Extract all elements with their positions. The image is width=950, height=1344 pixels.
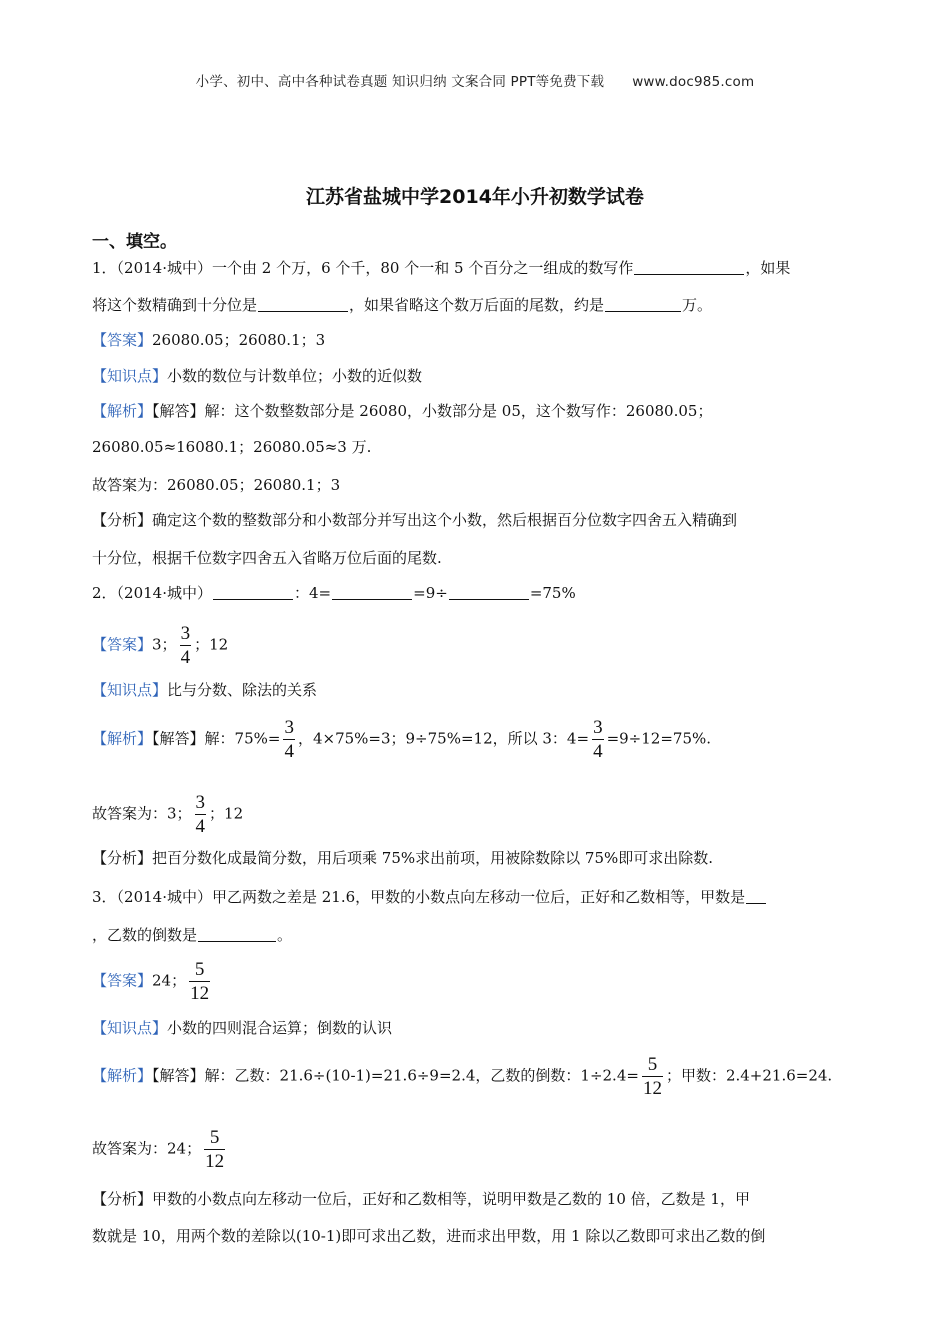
q1-text: 1．（2014·城中）一个由 2 个万，6 个千，80 个一和 5 个百分之一组成的数写作: [92, 259, 634, 277]
solution-text: ，4×75%=3；9÷75%=12，所以 3：4=: [297, 729, 590, 748]
q3-text: 。: [277, 926, 293, 944]
q1-text: ，如果: [745, 259, 791, 277]
solve-tag: 【解答】: [152, 402, 205, 420]
answer-text: 3；: [152, 635, 177, 654]
q3-line-1: [92, 887, 767, 907]
solution-text: ；甲数：2.4+21.6=24.: [665, 1066, 833, 1085]
q3-text: 3．（2014·城中）甲乙两数之差是 21.6，甲数的小数点向左移动一位后，正好和乙数相等，甲数是: [92, 888, 746, 906]
q2-final: [92, 793, 243, 836]
fraction-3-4: [180, 624, 192, 667]
fraction-5-12: [204, 1128, 225, 1171]
answer-tag: 【答案】: [92, 331, 153, 349]
solve-tag: 【解答】: [152, 729, 205, 748]
q3-final: [92, 1128, 228, 1171]
knowledge-tag: 【知识点】: [92, 681, 168, 699]
q1-line-2: [92, 295, 712, 315]
answer-blank: [332, 584, 412, 600]
q1-text: 万。: [682, 296, 713, 314]
frac-denominator: 12: [190, 983, 210, 1004]
knowledge-tag: 【知识点】: [92, 367, 168, 385]
answer-blank: [213, 584, 293, 600]
q3-answer: [92, 960, 213, 1003]
frac-denominator: 12: [205, 1151, 225, 1172]
q1-final: 故答案为：26080.05；26080.1；3: [92, 476, 341, 494]
frac-denominator: 4: [180, 647, 191, 668]
solve-tag: 【解答】: [152, 1066, 205, 1085]
q1-text: 将这个数精确到十分位是: [92, 296, 258, 314]
q2-fenxi: [92, 848, 713, 868]
header-text: 小学、初中、高中各种试卷真题 知识归纳 文案合同 PPT等免费下载: [195, 74, 605, 90]
fenxi-tag: 【分析】: [92, 849, 153, 867]
fenxi-text: 确定这个数的整数部分和小数部分并写出这个小数，然后根据百分位数字四舍五入精确到: [152, 511, 738, 529]
fraction-5-12: [189, 960, 210, 1003]
answer-blank: [746, 888, 766, 904]
final-text: 故答案为：3；: [92, 804, 192, 823]
q1-fenxi-line-2: 十分位，根据千位数字四舍五入省略万位后面的尾数.: [92, 549, 442, 567]
frac-numerator: 3: [180, 623, 191, 644]
q3-fenxi-line-2: 数就是 10，用两个数的差除以(10-1)即可求出乙数，进而求出甲数，用 1 除以乙数即可求出乙数的倒: [92, 1227, 766, 1245]
q1-fenxi-line-1: [92, 510, 737, 530]
frac-numerator: 5: [642, 1055, 663, 1077]
answer-blank: [634, 259, 744, 275]
q2-answer: [92, 624, 228, 667]
q3-text: ，乙数的倒数是: [92, 926, 198, 944]
fenxi-tag: 【分析】: [92, 1190, 153, 1208]
q1-solution-line-2: 26080.05≈16080.1；26080.05≈3 万.: [92, 438, 372, 456]
frac-denominator: 4: [195, 816, 206, 837]
fraction-5-12: [642, 1055, 663, 1098]
answer-tag: 【答案】: [92, 971, 153, 990]
answer-blank: [605, 296, 681, 312]
analysis-tag: 【解析】: [92, 1066, 153, 1085]
analysis-tag: 【解析】: [92, 402, 153, 420]
final-text: ；12: [209, 804, 244, 823]
q1-solution-line-1: [92, 401, 712, 421]
q3-knowledge: [92, 1018, 392, 1038]
q1-line-1: [92, 258, 790, 278]
q2-knowledge: [92, 680, 317, 700]
frac-denominator: 4: [593, 741, 603, 762]
fenxi-text: 甲数的小数点向左移动一位后，正好和乙数相等，说明甲数是乙数的 10 倍，乙数是 1，甲: [152, 1190, 750, 1208]
answer-blank: [449, 584, 529, 600]
frac-numerator: 3: [195, 792, 206, 813]
frac-denominator: 4: [284, 741, 294, 762]
answer-blank: [258, 296, 348, 312]
section-heading: 一、填空。: [92, 232, 177, 252]
solution-text: 解：乙数：21.6÷(10-1)=21.6÷9=2.4，乙数的倒数：1÷2.4=: [204, 1066, 639, 1085]
q2-text: ：4=: [294, 584, 332, 602]
fraction-3-4: [283, 718, 295, 761]
page-title: 江苏省盐城中学2014年小升初数学试卷: [306, 186, 644, 208]
answer-blank: [198, 926, 276, 942]
q2-text: =75%: [529, 584, 576, 602]
fraction-3-4: [195, 793, 207, 836]
frac-numerator: 3: [284, 717, 294, 738]
answer-text: 24；: [152, 971, 187, 990]
answer-text: 26080.05；26080.1；3: [152, 331, 326, 349]
q2-text: 2．（2014·城中）: [92, 584, 212, 602]
frac-numerator: 5: [189, 960, 210, 982]
answer-text: ；12: [194, 635, 229, 654]
knowledge-text: 比与分数、除法的关系: [167, 681, 318, 699]
fenxi-text: 把百分数化成最简分数，用后项乘 75%求出前项，用被除数除以 75%即可求出除数.: [152, 849, 714, 867]
knowledge-text: 小数的四则混合运算；倒数的认识: [167, 1019, 393, 1037]
knowledge-text: 小数的数位与计数单位；小数的近似数: [167, 367, 423, 385]
solution-text: 解：75%=: [204, 729, 281, 748]
final-text: 故答案为：24；: [92, 1139, 202, 1158]
q3-solution: [92, 1055, 832, 1098]
frac-denominator: 12: [642, 1078, 662, 1099]
header-site: www.doc985.com: [632, 74, 755, 90]
q2-solution: [92, 718, 711, 761]
q1-answer: [92, 330, 325, 350]
q3-line-2: [92, 925, 292, 945]
q3-fenxi-line-1: [92, 1189, 750, 1209]
solution-text: =9÷12=75%.: [606, 729, 712, 748]
fenxi-tag: 【分析】: [92, 511, 153, 529]
analysis-tag: 【解析】: [92, 729, 153, 748]
q1-text: ，如果省略这个数万后面的尾数，约是: [349, 296, 605, 314]
knowledge-tag: 【知识点】: [92, 1019, 168, 1037]
frac-numerator: 5: [204, 1128, 225, 1150]
q1-knowledge: [92, 366, 422, 386]
q2-text: =9÷: [413, 584, 448, 602]
page-header: [0, 70, 950, 90]
q2-line: [92, 583, 576, 603]
answer-tag: 【答案】: [92, 635, 153, 654]
solution-text: 解：这个数整数部分是 26080，小数部分是 05，这个数写作：26080.05；: [204, 402, 713, 420]
fraction-3-4: [592, 718, 604, 761]
frac-numerator: 3: [593, 717, 603, 738]
